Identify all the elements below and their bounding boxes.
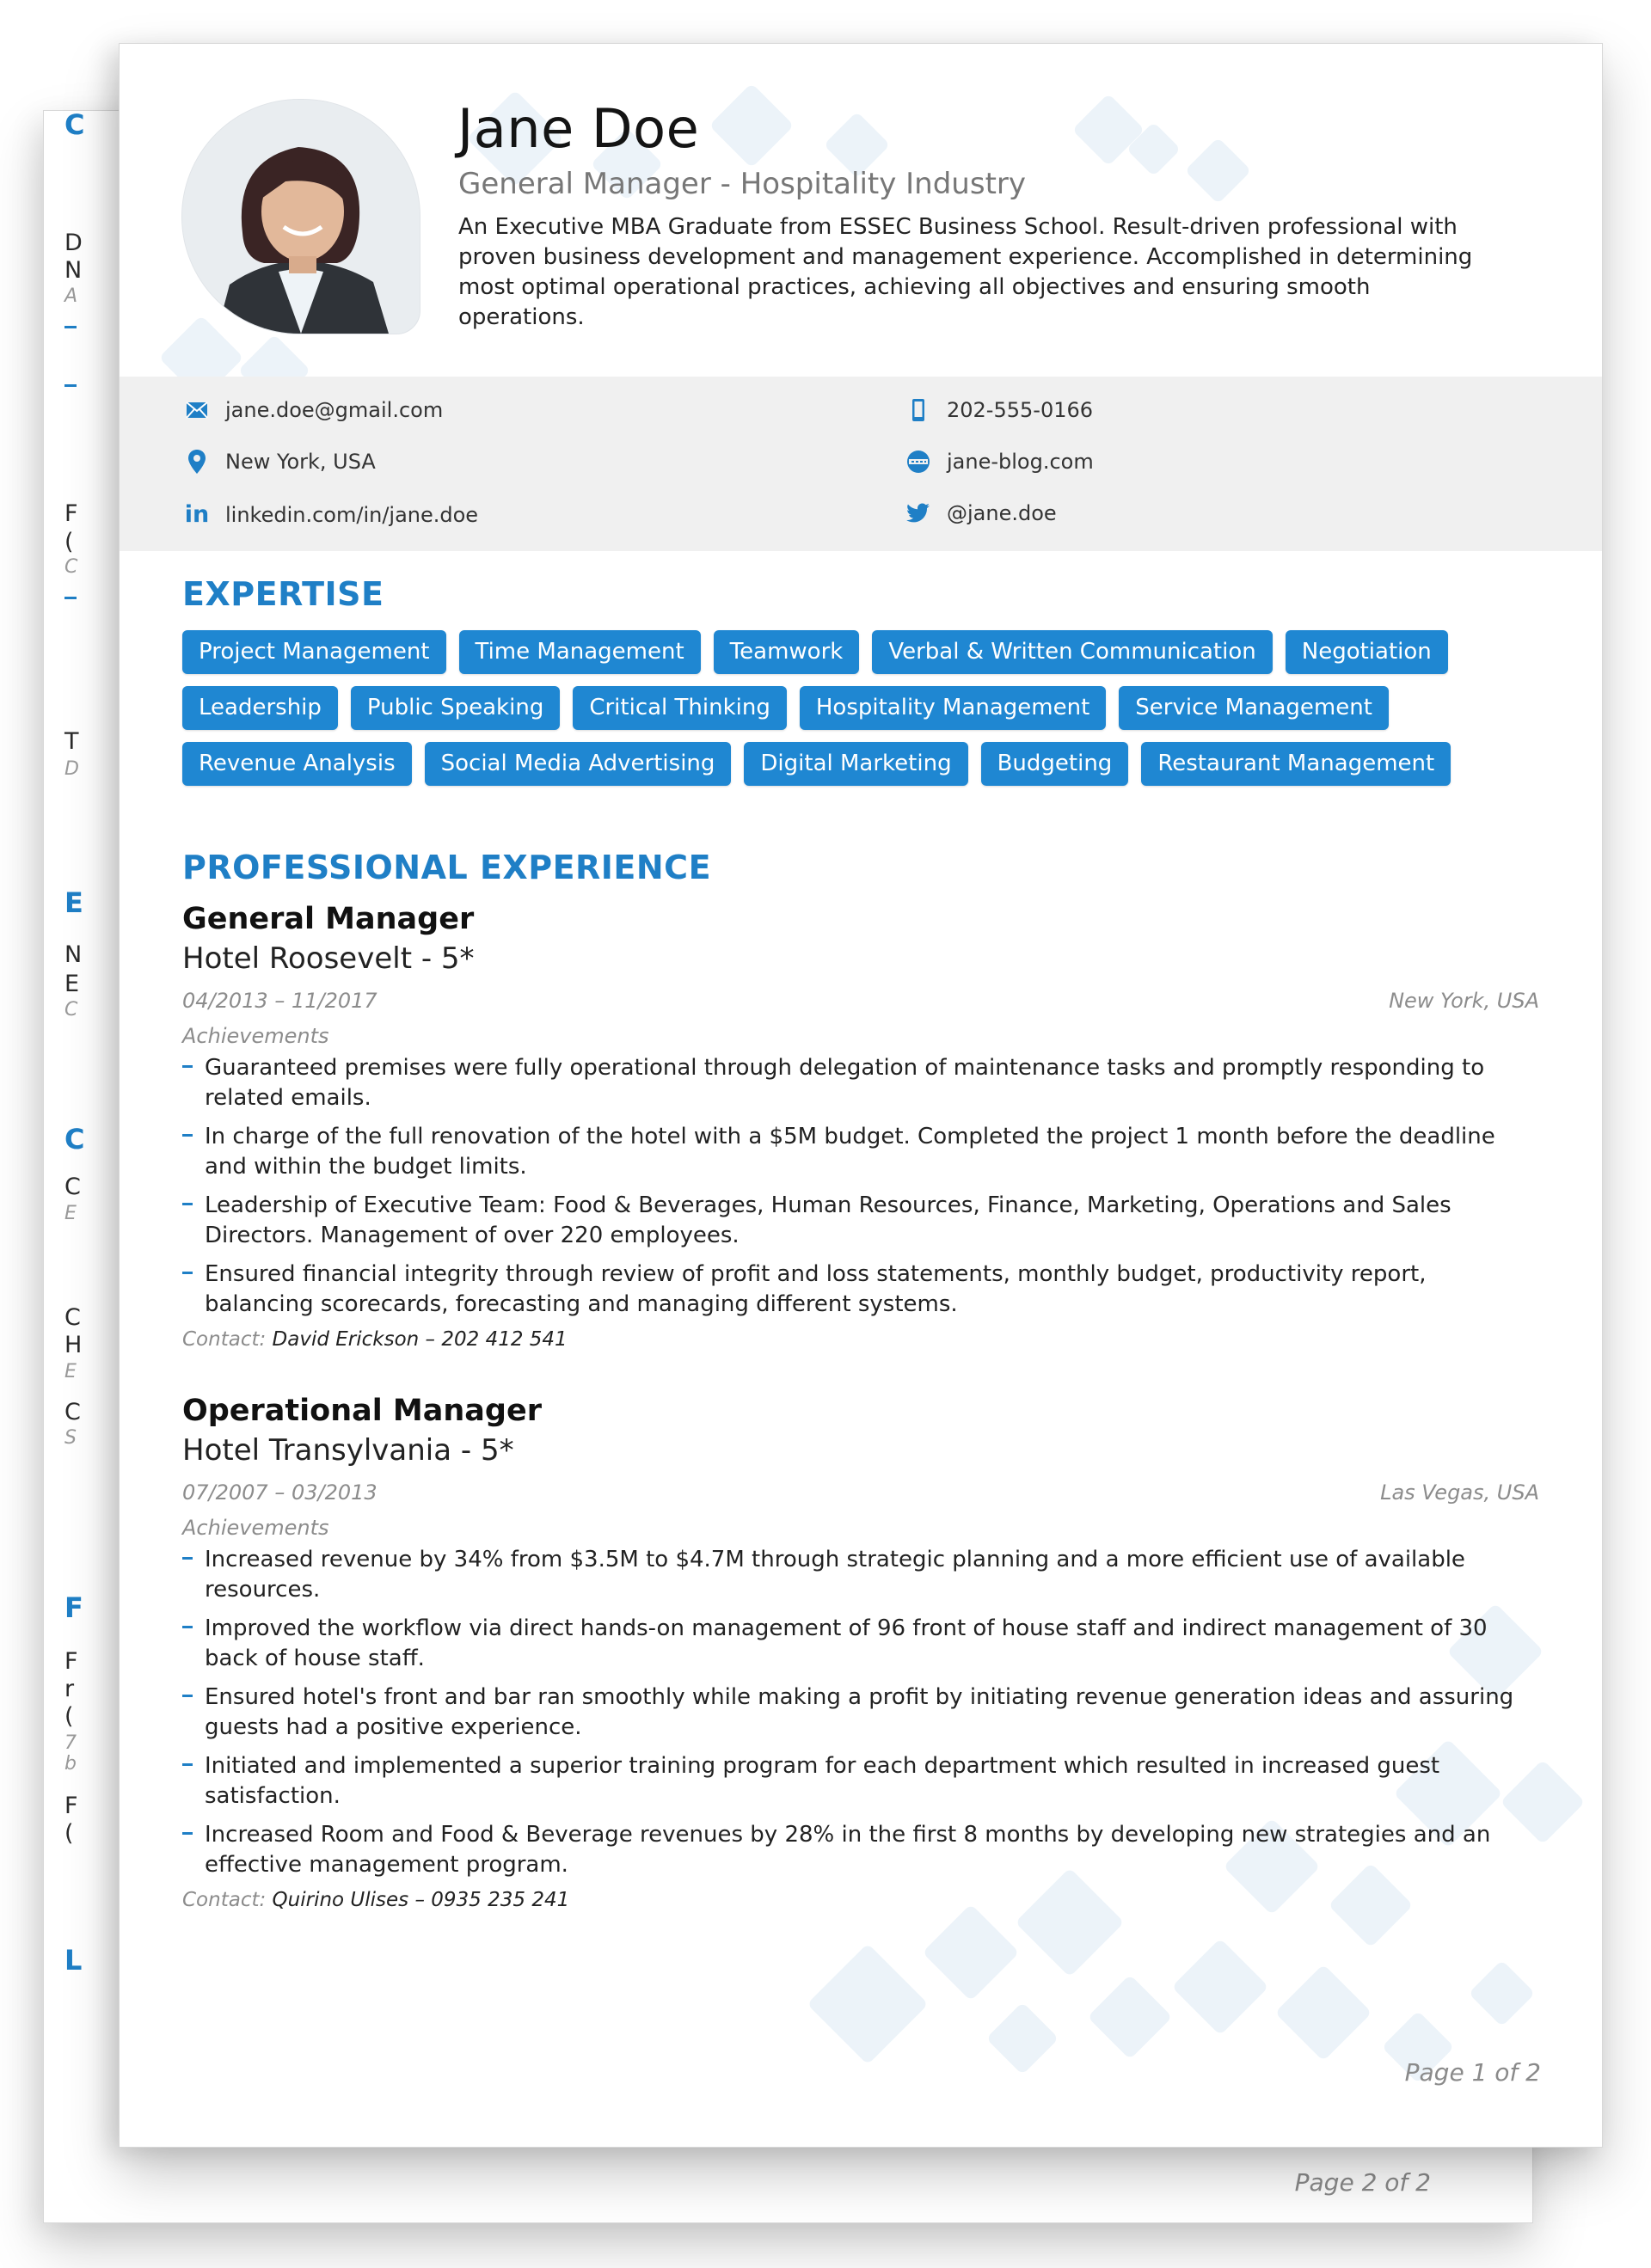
- achievement-item: [182, 1260, 1539, 1320]
- achievement-item: [182, 1191, 1539, 1251]
- page-number: Page 1 of 2: [1404, 2058, 1541, 2087]
- job-entry: [182, 902, 1539, 1351]
- profile-photo: [181, 99, 420, 334]
- achievement-item: [182, 1545, 1539, 1605]
- contact-twitter-value: @jane.doe: [947, 501, 1057, 525]
- achievements-list: [182, 1053, 1539, 1320]
- twitter-icon: [904, 503, 933, 524]
- tag-row: [182, 686, 1575, 730]
- page-number: Page 2 of 2: [1294, 2168, 1431, 2197]
- achievement-text: Leadership of Executive Team: Food & Beverages, Human Resources, Finance, Marketing, Operations and Sales Directors. Management of over 220 employees.: [205, 1192, 1452, 1248]
- expertise-tag: Critical Thinking: [573, 686, 787, 730]
- bullet-dash-icon: [182, 1695, 193, 1697]
- expertise-tag: Project Management: [182, 630, 446, 674]
- page2-fragment: F: [64, 500, 78, 527]
- page2-fragment: C: [64, 999, 78, 1021]
- page2-divider: [64, 384, 77, 387]
- expertise-tag: Restaurant Management: [1141, 742, 1451, 786]
- expertise-tag: Public Speaking: [351, 686, 560, 730]
- page2-fragment: E: [64, 1203, 77, 1224]
- page2-fragment: 7: [64, 1732, 77, 1754]
- envelope-icon: [182, 401, 212, 419]
- expertise-heading: EXPERTISE: [182, 575, 384, 613]
- page2-fragment: (: [64, 529, 74, 555]
- page2-fragment: E: [64, 886, 83, 919]
- job-role: General Manager: [182, 902, 475, 936]
- contact-linkedin-value: linkedin.com/in/jane.doe: [225, 502, 479, 527]
- page2-fragment: H: [64, 1332, 83, 1358]
- job-entry: [182, 1394, 1539, 1911]
- page2-fragment: (: [64, 1820, 74, 1847]
- expertise-tag: Verbal & Written Communication: [872, 630, 1272, 674]
- globe-icon: [904, 450, 933, 474]
- achievement-item: [182, 1820, 1539, 1880]
- page2-fragment: N: [64, 257, 83, 284]
- expertise-tags: [182, 630, 1575, 798]
- page2-fragment: F: [64, 1591, 83, 1624]
- contact-website-value: jane-blog.com: [947, 450, 1094, 474]
- achievements-label: Achievements: [182, 1516, 329, 1540]
- linkedin-icon: in: [184, 501, 210, 528]
- expertise-tag: Negotiation: [1286, 630, 1448, 674]
- achievement-text: Ensured hotel's front and bar ran smoothly while making a profit by initiating revenue generation ideas and assuring guests had a positive experience.: [205, 1684, 1514, 1740]
- contact-email[interactable]: [182, 398, 443, 422]
- contact-website[interactable]: [904, 450, 1094, 474]
- page2-fragment: E: [64, 971, 80, 997]
- job-reference: [182, 1889, 1539, 1911]
- job-meta: [182, 983, 1539, 1019]
- contact-linkedin[interactable]: [182, 501, 478, 528]
- contact-info: [120, 377, 1602, 551]
- page2-fragment: A: [64, 285, 78, 307]
- page2-fragment: S: [64, 1427, 77, 1449]
- contact-location: [182, 450, 376, 474]
- bullet-dash-icon: [182, 1763, 193, 1766]
- achievement-text: In charge of the full renovation of the hotel with a $5M budget. Completed the project 1 month before the deadline and within the budget limits.: [205, 1124, 1495, 1180]
- expertise-tag: Digital Marketing: [744, 742, 967, 786]
- bullet-dash-icon: [182, 1832, 193, 1835]
- page2-fragment: E: [64, 1361, 77, 1382]
- expertise-tag: Leadership: [182, 686, 338, 730]
- job-role: Operational Manager: [182, 1394, 542, 1428]
- page2-fragment: D: [64, 230, 83, 256]
- job-dates: 07/2007 – 03/2013: [182, 1480, 377, 1505]
- page2-fragment: D: [64, 758, 79, 780]
- map-pin-icon: [182, 450, 212, 474]
- contact-email-value: jane.doe@gmail.com: [225, 398, 444, 422]
- bullet-dash-icon: [182, 1557, 193, 1560]
- page2-fragment: C: [64, 1399, 81, 1425]
- bullet-dash-icon: [182, 1626, 193, 1628]
- candidate-headline: General Manager - Hospitality Industry: [458, 167, 1026, 201]
- achievement-text: Increased revenue by 34% from $3.5M to $4.7M through strategic planning and a more efficient use of available resources.: [205, 1547, 1465, 1603]
- achievement-item: [182, 1614, 1539, 1674]
- tag-row: [182, 630, 1575, 674]
- experience-heading: PROFESSIONAL EXPERIENCE: [182, 849, 712, 886]
- achievement-item: [182, 1751, 1539, 1811]
- reference-label: Contact:: [182, 1328, 267, 1351]
- bullet-dash-icon: [182, 1203, 193, 1205]
- achievement-item: [182, 1053, 1539, 1113]
- bullet-dash-icon: [182, 1272, 193, 1274]
- achievement-text: Ensured financial integrity through review of profit and loss statements, monthly budget, productivity report, balancing scorecards, forecasting and managing different systems.: [205, 1261, 1427, 1317]
- reference-value: Quirino Ulises – 0935 235 241: [272, 1889, 570, 1911]
- expertise-tag: Budgeting: [981, 742, 1129, 786]
- expertise-tag: Social Media Advertising: [425, 742, 732, 786]
- job-reference: [182, 1328, 1539, 1351]
- candidate-name: Jane Doe: [457, 97, 700, 160]
- achievement-item: [182, 1122, 1539, 1182]
- candidate-summary: An Executive MBA Graduate from ESSEC Business School. Result-driven professional with proven business development and management experience. Accomplished in determining most optimal operational practices, achieving all objectives and ensuring smooth operations.: [458, 214, 1473, 330]
- job-dates: 04/2013 – 11/2017: [182, 989, 377, 1013]
- reference-value: David Erickson – 202 412 541: [272, 1328, 568, 1351]
- reference-label: Contact:: [182, 1889, 267, 1911]
- page2-fragment: r: [64, 1676, 75, 1702]
- achievements-label: Achievements: [182, 1024, 329, 1048]
- page2-fragment: C: [64, 1304, 81, 1331]
- contact-location-value: New York, USA: [225, 450, 376, 474]
- page2-fragment: (: [64, 1703, 74, 1730]
- mobile-phone-icon: [904, 398, 933, 422]
- contact-phone[interactable]: [904, 398, 1093, 422]
- achievement-text: Initiated and implemented a superior training program for each department which resulted in increased guest satisfaction.: [205, 1753, 1440, 1809]
- achievement-item: [182, 1683, 1539, 1743]
- page2-fragment: C: [64, 1174, 81, 1200]
- expertise-tag: Hospitality Management: [800, 686, 1106, 730]
- page2-divider: [64, 597, 77, 599]
- job-location: Las Vegas, USA: [1380, 1480, 1539, 1505]
- page2-fragment: C: [64, 1123, 85, 1155]
- expertise-tag: Teamwork: [714, 630, 860, 674]
- expertise-tag: Time Management: [459, 630, 701, 674]
- page2-fragment: C: [64, 108, 85, 141]
- job-meta: [182, 1474, 1539, 1511]
- achievements-list: [182, 1545, 1539, 1880]
- job-company: Hotel Transylvania - 5*: [182, 1433, 514, 1468]
- page2-fragment: F: [64, 1793, 78, 1819]
- page2-fragment: b: [64, 1753, 77, 1775]
- page2-fragment: L: [64, 1944, 83, 1977]
- job-location: New York, USA: [1389, 989, 1539, 1013]
- contact-phone-value: 202-555-0166: [947, 398, 1094, 422]
- bullet-dash-icon: [182, 1134, 193, 1137]
- achievement-text: Guaranteed premises were fully operational through delegation of maintenance tasks and promptly responding to related emails.: [205, 1055, 1485, 1111]
- bullet-dash-icon: [182, 1065, 193, 1068]
- job-company: Hotel Roosevelt - 5*: [182, 941, 475, 976]
- contact-twitter[interactable]: [904, 501, 1057, 525]
- expertise-tag: Revenue Analysis: [182, 742, 412, 786]
- page2-fragment: N: [64, 941, 83, 968]
- page2-divider: [64, 326, 77, 328]
- tag-row: [182, 742, 1575, 786]
- achievement-text: Increased Room and Food & Beverage revenues by 28% in the first 8 months by developing new strategies and an effective management program.: [205, 1822, 1491, 1878]
- achievement-text: Improved the workflow via direct hands-on management of 96 front of house staff and indirect management of 30 back of house staff.: [205, 1615, 1488, 1671]
- resume-page-1: [119, 43, 1603, 2148]
- page2-fragment: F: [64, 1648, 78, 1675]
- page2-fragment: T: [64, 728, 79, 755]
- page2-fragment: C: [64, 556, 78, 578]
- expertise-tag: Service Management: [1119, 686, 1389, 730]
